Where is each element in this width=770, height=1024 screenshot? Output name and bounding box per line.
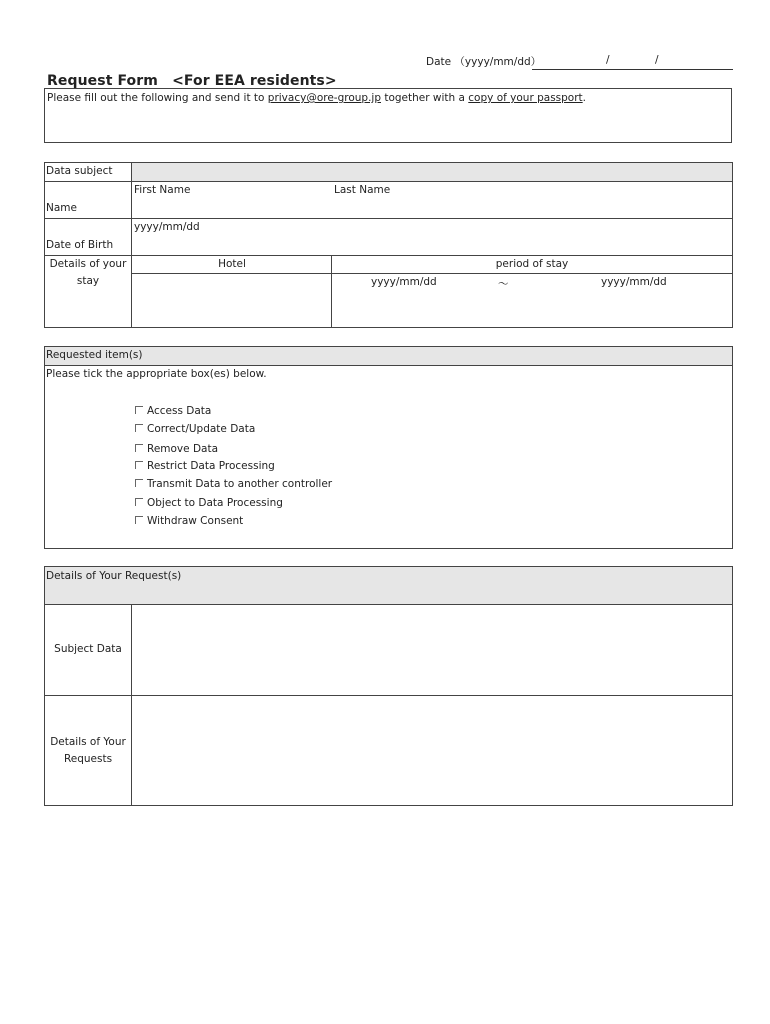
date-input-line[interactable] [532, 69, 733, 70]
intro-mid: together with a [381, 92, 469, 104]
details-requests-label: Details of Your Requests [50, 736, 126, 765]
date-label: Date （yyyy/mm/dd） [426, 56, 542, 68]
option-access-data[interactable]: Access Data [135, 405, 211, 417]
details-box [44, 566, 733, 806]
checkbox-icon[interactable] [135, 516, 143, 524]
checkbox-icon[interactable] [135, 424, 143, 432]
data-subject-header-shade [132, 163, 732, 181]
option-remove-data[interactable]: Remove Data [135, 443, 218, 455]
page-title: Request Form <For EEA residents> [47, 73, 337, 89]
checkbox-icon[interactable] [135, 479, 143, 487]
checkbox-icon[interactable] [135, 406, 143, 414]
option-withdraw-consent[interactable]: Withdraw Consent [135, 515, 243, 527]
period-from[interactable]: yyyy/mm/dd [371, 276, 437, 288]
dob-label: Date of Birth [46, 239, 114, 251]
requested-items-label: Requested item(s) [46, 349, 143, 361]
stay-label: Details of your stay [49, 258, 127, 287]
dob-field[interactable] [132, 219, 732, 255]
last-name-label: Last Name [334, 184, 391, 196]
subject-data-field[interactable] [132, 605, 732, 695]
option-restrict-processing[interactable]: Restrict Data Processing [135, 460, 275, 472]
details-requests-field[interactable] [132, 696, 732, 805]
intro-text [47, 92, 586, 104]
first-name-label: First Name [134, 184, 191, 196]
email-link[interactable]: privacy@ore-group.jp [267, 92, 381, 104]
data-subject-table [44, 162, 733, 328]
name-label: Name [46, 202, 77, 214]
option-object-processing[interactable]: Object to Data Processing [135, 497, 283, 509]
option-correct-update-data[interactable]: Correct/Update Data [135, 423, 255, 435]
passport-text: copy of your passport [468, 92, 583, 104]
subject-data-label: Subject Data [54, 643, 122, 655]
dob-hint: yyyy/mm/dd [134, 221, 200, 233]
checkbox-icon[interactable] [135, 498, 143, 506]
intro-box [44, 88, 732, 143]
data-subject-label: Data subject [46, 165, 113, 177]
checkbox-icon[interactable] [135, 444, 143, 452]
period-to[interactable]: yyyy/mm/dd [601, 276, 667, 288]
requested-items-header-shade [45, 347, 732, 365]
date-separator-2: / [655, 54, 659, 66]
date-separator-1: / [606, 54, 610, 66]
checkbox-icon[interactable] [135, 461, 143, 469]
name-field[interactable] [132, 182, 732, 218]
option-transmit-data[interactable]: Transmit Data to another controller [135, 478, 332, 490]
period-label: period of stay [495, 258, 569, 270]
intro-pre: Please fill out the following and send it to [47, 92, 268, 104]
details-section-label: Details of Your Request(s) [46, 570, 182, 582]
hotel-field[interactable] [132, 274, 331, 327]
period-tilde: ～ [498, 278, 509, 290]
requested-items-instruction: Please tick the appropriate box(es) below. [46, 368, 267, 380]
hotel-label: Hotel [218, 258, 246, 270]
requested-items-box [44, 346, 733, 549]
intro-end: . [582, 92, 587, 104]
